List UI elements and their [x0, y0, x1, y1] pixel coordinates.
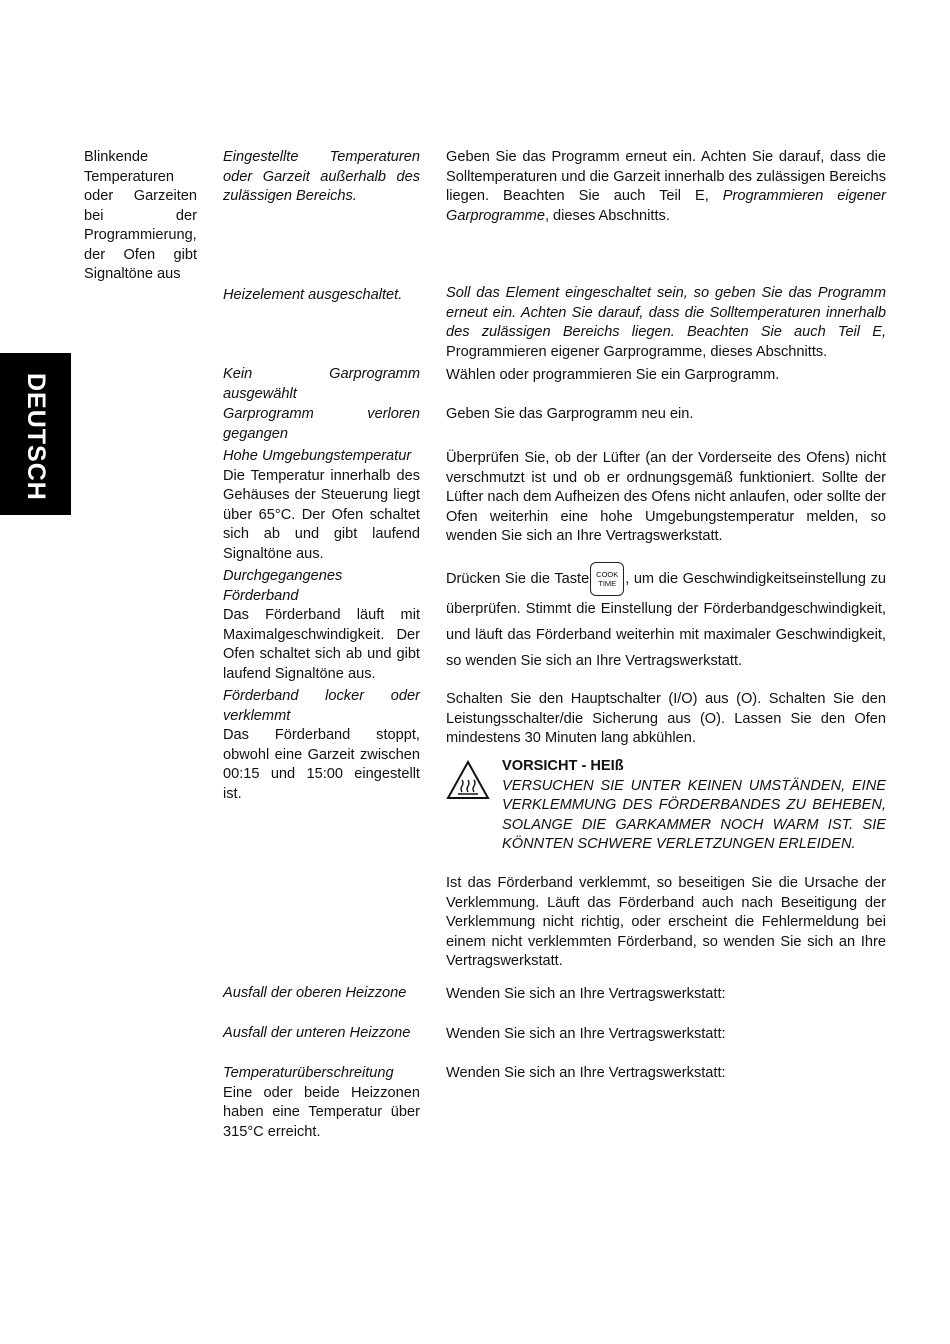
remedy-program-lost: Geben Sie das Garprogramm neu ein. [446, 406, 694, 422]
cause-out-of-range: Eingestellte Temperaturen oder Garzeit außerhalb des zulässigen Bereichs. [223, 149, 420, 204]
cause-upper-zone-failure: Ausfall der oberen Heizzone [223, 985, 407, 1001]
cause-description: Das Förderband läuft mit Maximalgeschwindigkeit. Der Ofen schaltet sich ab und gibt laufend Signaltöne aus. [223, 607, 420, 682]
warning-box [502, 757, 886, 855]
cause-title: Hohe Umgebungstemperatur [223, 448, 412, 464]
cause-high-ambient [223, 447, 420, 564]
remedy-runaway-belt: Drücken Sie die Taste COOK TIME , um die Geschwindigkeitseinstellung zu überprüfen. Stimmt die Einstellung der Förderbandgeschwindigkeit, und läuft das Förderband weiterhin mit maximaler Geschwindigkeit, so wenden Sie sich an Ihre Vertragswerkstatt. [446, 562, 886, 674]
remedy-over-temperature: Wenden Sie sich an Ihre Vertragswerkstatt: [446, 1065, 726, 1081]
language-tab-label: DEUTSCH [22, 373, 50, 501]
remedy-upper-zone-failure: Wenden Sie sich an Ihre Vertragswerkstatt: [446, 986, 726, 1002]
cause-no-program: Kein Garprogramm ausgewählt [223, 366, 420, 402]
cause-heater-off: Heizelement ausgeschaltet. [223, 287, 403, 303]
remedy-belt-jammed: Schalten Sie den Hauptschalter (I/O) aus (O). Schalten Sie den Leistungsschalter/die Sicherung aus (O). Lassen Sie den Ofen mindestens 30 Minuten lang abkühlen. [446, 691, 886, 746]
cause-belt-jammed [223, 687, 420, 804]
cause-description: Eine oder beide Heizzonen haben eine Temperatur über 315°C erreicht. [223, 1084, 420, 1140]
remedy-high-ambient: Überprüfen Sie, ob der Lüfter (an der Vorderseite des Ofens) nicht verschmutzt ist und ob er ordnungsgemäß funktioniert. Sollte der Lüfter nach dem Aufheizen des Ofens nicht anlaufen, oder sollte der Ofen weiterhin eine hohe Umgebungstemperatur melden, so wenden Sie sich an Ihre Vertragswerkstatt. [446, 450, 886, 544]
warning-text: VERSUCHEN SIE UNTER KEINEN UMSTÄNDEN, EINE VERKLEMMUNG DES FÖRDERBANDES ZU BEHEBEN, SOLANGE DIE GARKAMMER NOCH WARM IST. SIE KÖNNTEN SCHWERE VERLETZUNGEN ERLEIDEN. [502, 777, 886, 852]
remedy-heater-off: Soll das Element eingeschaltet sein, so geben Sie das Programm erneut ein. Achten Sie darauf, dass die Solltemperaturen innerhalb des zulässigen Bereichs liegen. Beachten Sie auch Teil E, Programmieren eigener Garprogramme, dieses Abschnitts. [446, 285, 886, 360]
hot-surface-warning-icon [446, 760, 490, 800]
remedy-lower-zone-failure: Wenden Sie sich an Ihre Vertragswerkstatt: [446, 1026, 726, 1042]
warning-title: VORSICHT - HEIß [502, 758, 624, 774]
cause-lower-zone-failure: Ausfall der unteren Heizzone [223, 1025, 411, 1041]
cause-description: Das Förderband stoppt, obwohl eine Garzeit zwischen 00:15 und 15:00 eingestellt ist. [223, 727, 420, 802]
remedy-no-program: Wählen oder programmieren Sie ein Garprogramm. [446, 367, 780, 383]
remedy-belt-jammed-followup: Ist das Förderband verklemmt, so beseitigen Sie die Ursache der Verklemmung. Läuft das Förderband auch nach Beseitigung der Verklemmung nicht richtig, oder erscheint die Fehlermeldung bei einem nicht verklemmten Förderband, so wenden Sie sich an Ihre Vertragswerkstatt. [446, 875, 886, 969]
cause-title: Förderband locker oder verklemmt [223, 688, 420, 724]
cook-time-key: COOK TIME [590, 562, 624, 596]
problem-text: Blinkende Temperaturen oder Garzeiten bei der Programmierung, der Ofen gibt Signaltöne aus [84, 149, 197, 282]
cause-program-lost: Garprogramm verloren gegangen [223, 406, 420, 442]
cause-title: Temperaturüberschreitung [223, 1065, 394, 1081]
cause-runaway-belt [223, 567, 420, 684]
cause-over-temperature [223, 1064, 420, 1142]
cause-description: Die Temperatur innerhalb des Gehäuses der Steuerung liegt über 65°C. Der Ofen schaltet sich ab und gibt laufend Signaltöne aus. [223, 467, 420, 562]
cause-title: Durchgegangenes Förderband [223, 568, 343, 604]
remedy-out-of-range: Geben Sie das Programm erneut ein. Achten Sie darauf, dass die Solltemperaturen und die Garzeit innerhalb des zulässigen Bereichs liegen. Beachten Sie auch Teil E, Programmieren eigener Garprogramme, dieses Abschnitts. [446, 149, 886, 224]
